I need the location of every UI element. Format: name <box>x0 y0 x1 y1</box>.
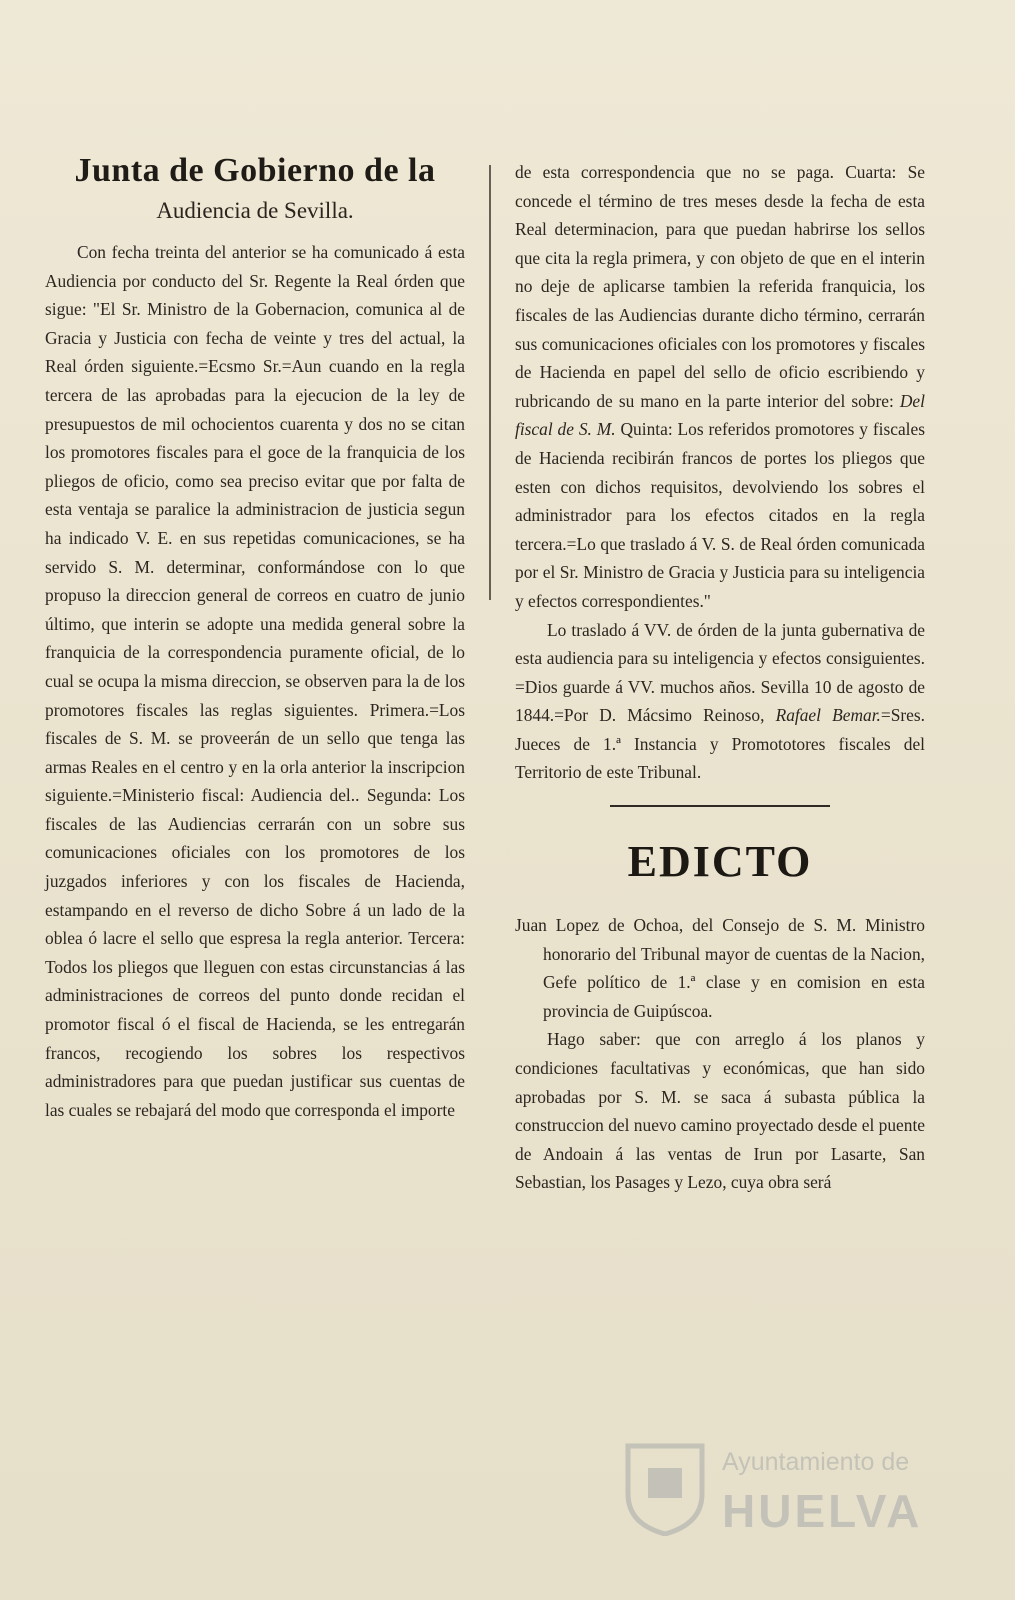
edict-title: EDICTO <box>627 837 813 887</box>
watermark-line2: HUELVA <box>722 1485 923 1537</box>
continuation-text-b: Quinta: Los referidos promotores y fiscales de Hacienda recibirán francos de portes los pliegos que esten con dichos requisitos, devolviendo los sobres el administrador para los efectos citados en la regla tercera.=Lo que traslado á V. S. de Real órden comunicada por el Sr. Ministro de Gracia y Justicia para su inteligencia y efectos correspondientes." <box>515 419 925 611</box>
continuation-italic: Del fiscal de S. M. <box>515 390 925 440</box>
article-title: Junta de Gobierno de la <box>74 152 436 189</box>
section-separator <box>610 805 830 807</box>
closing-text-a: Lo traslado á VV. de órden de la junta gubernativa de esta audiencia para su inteligencia y efectos consiguientes. =Dios guarde á VV. muchos años. Sevilla 10 de agosto de 1844.=Por D. Mácsimo Reinoso, <box>515 619 925 726</box>
closing-text-b: =Sres. Jueces de 1.ª Instancia y Promototores fiscales del Territorio de este Tribunal. <box>515 705 925 783</box>
closing-signature: Rafael Bemar. <box>775 705 881 726</box>
article-body: Con fecha treinta del anterior se ha comunicado á esta Audiencia por conducto del Sr. Regente la Real órden que sigue: "El Sr. Ministro de la Gobernacion, comunica al de Gracia y Justicia con fecha de veinte y tres del actual, la Real órden siguiente.=Ecsmo Sr.=Aun cuando en la regla tercera de las aprobadas para la ejecucion de la ley de presupuestos de mil ochocientos cuarenta y dos no se citan los promotores fiscales para el goce de la franquicia de los pliegos de oficio, como sea preciso evitar que por falta de esta ventaja se paralice la administracion de justicia segun ha indicado V. E. en sus repetidas comunicaciones, se ha servido S. M. determinar, conformándose con lo que propuso la direccion general de correos en cuatro de junio último, que interin se adopte una medida general sobre la franquicia de la correspondencia puramente oficial, de lo cual se ocupa la misma direccion, se observen para la de los promotores fiscales las reglas siguientes. Primera.=Los fiscales de S. M. se proveerán de un sello que tenga las armas Reales en el centro y en la orla anterior la inscripcion siguiente.=Ministerio fiscal: Audiencia del.. Segunda: Los fiscales de las Audiencias cerrarán con un sobre sus comunicaciones oficiales con los promotores de los juzgados inferiores y con los fiscales de Hacienda, estampando en el reverso de dicho Sobre á un lado de la oblea ó lacre el sello que espresa la regla anterior. Tercera: Todos los pliegos que lleguen con estas circunstancias á las administraciones de correos del punto donde recidan el promotor fiscal ó el fiscal de Hacienda, se les entregarán francos, recogiendo los sobres los respectivos administradores para que puedan justificar sus cuentas de las cuales se rebajará del modo que corresponda el importe <box>45 242 465 1120</box>
watermark <box>610 1440 940 1540</box>
left-column <box>45 150 465 1124</box>
article-continuation <box>515 158 925 616</box>
continuation-text-a: de esta correspondencia que no se paga. Cuarta: Se concede el término de tres meses desde la fecha de esta Real determinacion, para que puedan habrirse los sellos que cita la regla primera, y con objeto de que en el interin no deje de aplicarse tambien la referida franquicia, los fiscales de las Audiencias durante dicho término, cerrarán sus comunicaciones oficiales con los promotores y fiscales de Hacienda en papel del sello de oficio escribiendo y rubricando de su mano en la parte interior del sobre: <box>515 162 925 411</box>
article-subtitle: Audiencia de Sevilla. <box>156 198 354 223</box>
article-closing <box>515 616 925 788</box>
right-column <box>515 158 925 1197</box>
edict-header: Juan Lopez de Ochoa, del Consejo de S. M. Ministro honorario del Tribunal mayor de cuentas de la Nacion, Gefe político de 1.ª clase y en comision en esta provincia de Guipúscoa. <box>515 915 925 1021</box>
watermark-line1: Ayuntamiento de <box>722 1448 910 1476</box>
column-divider <box>489 165 491 600</box>
shield-icon <box>620 1440 710 1536</box>
edict-body: Hago saber: que con arreglo á los planos y condiciones facultativas y económicas, que han sido aprobadas por S. M. se saca á subasta pública la construccion del nuevo camino proyectado desde el puente de Andoain á las ventas de Irun por Lasarte, San Sebastian, los Pasages y Lezo, cuya obra será <box>515 1029 925 1193</box>
